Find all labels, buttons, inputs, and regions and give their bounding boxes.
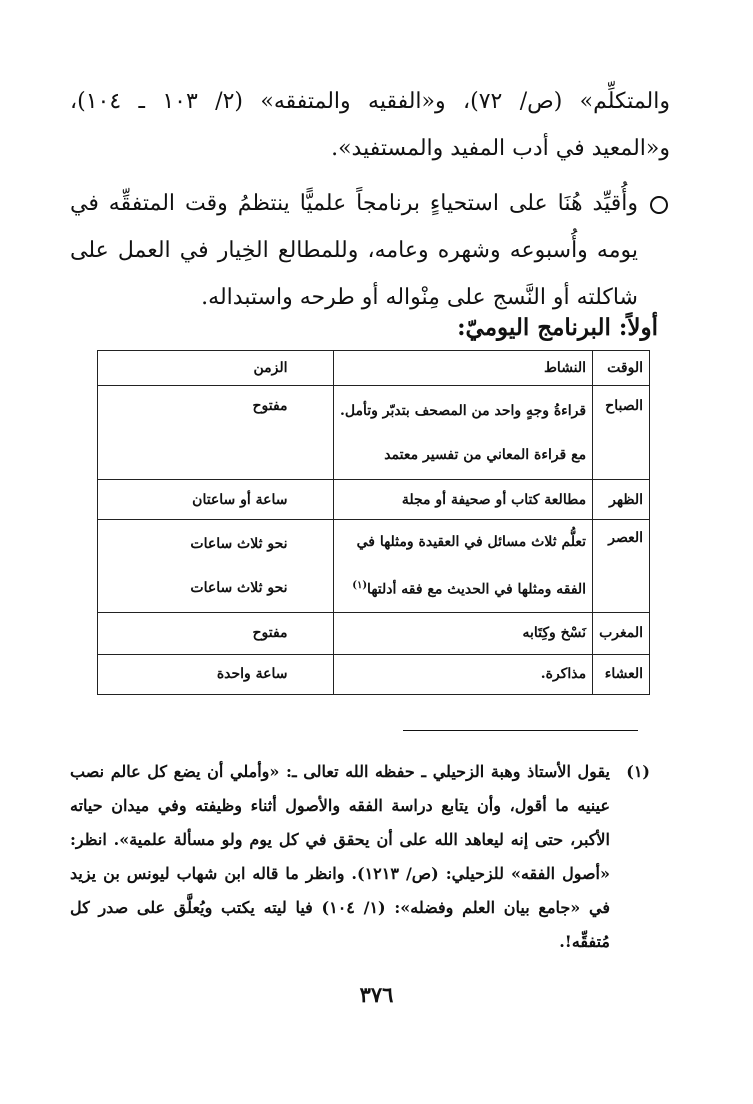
row-time: العشاء <box>593 654 650 694</box>
row-duration: ساعة أو ساعتان <box>98 480 334 520</box>
header-time: الوقت <box>593 351 650 386</box>
activity-line: مع قراءة المعاني من تفسير معتمد <box>384 446 587 463</box>
row-activity <box>333 520 593 613</box>
row-time: المغرب <box>593 612 650 654</box>
row-duration: ساعة واحدة <box>98 654 334 694</box>
table-row <box>98 520 650 613</box>
row-time: العصر <box>593 520 650 613</box>
row-time: الصباح <box>593 386 650 480</box>
circle-bullet-icon <box>650 196 668 214</box>
footnote <box>70 755 650 959</box>
intro-paragraph: والمتكلِّم» (ص/ ٧٢)، و«الفقيه والمتفقه» (٢/ ١٠٣ ـ ١٠٤)، و«المعيد في أدب المفيد والمستفيد». <box>70 89 670 161</box>
activity-line: تعلُّم ثلاث مسائل في العقيدة ومثلها في <box>356 534 587 550</box>
table-header-row <box>98 351 650 386</box>
row-activity: مذاكرة. <box>333 654 593 694</box>
activity-line: قراءةُ وجهٍ واحد من المصحف بتدبّر وتأمل. <box>339 402 587 419</box>
daily-schedule-table <box>97 350 650 695</box>
footnote-number: (١) <box>626 762 650 781</box>
activity-line <box>340 564 587 612</box>
footnote-reference: (١) <box>352 580 368 591</box>
duration-line: نحو ثلاث ساعات <box>190 535 288 552</box>
row-activity: مطالعة كتاب أو صحيفة أو مجلة <box>333 480 593 520</box>
row-duration <box>98 520 334 613</box>
header-duration: الزمن <box>98 351 334 386</box>
row-duration: مفتوح <box>98 386 334 480</box>
row-activity <box>333 386 593 480</box>
header-activity: النشاط <box>333 351 593 386</box>
table-row <box>98 654 650 694</box>
duration-line: نحو ثلاث ساعات <box>190 579 288 596</box>
row-time: الظهر <box>593 480 650 520</box>
footnote-divider <box>403 730 638 731</box>
page-number: ٣٧٦ <box>359 982 394 1007</box>
bullet-item <box>70 180 670 321</box>
bullet-paragraph: وأُقيِّد هُنَا على استحياءٍ برنامجاً علميًّا ينتظمُ وقت المتفقِّه في يومه وأُسبوعه وشهره وعامه، وللمطالع الخِيار في العمل على شاكلته أو النَّسج على مِنْواله أو طرحه واستبداله. <box>70 191 638 310</box>
row-activity: نَسْخ وكِتَابه <box>333 612 593 654</box>
activity-line-text: الفقه ومثلها في الحديث مع فقه أدلتها <box>367 581 587 598</box>
table-row <box>98 386 650 480</box>
section-heading: أولاً: البرنامج اليوميّ: <box>457 314 658 341</box>
row-duration: مفتوح <box>98 612 334 654</box>
table-row <box>98 612 650 654</box>
footnote-text: يقول الأستاذ وهبة الزحيلي ـ حفظه الله تعالى ـ: «وأملي أن يضع كل عالم نصب عينيه ما أقول، وأن يتابع دراسة الفقه والأصول أثناء وظيفته وفي ميدان حياته الأكبر، حتى إنه ليعاهد الله على أن يحقق في كل يوم ولو مسألة علمية». انظر: «أصول الفقه» للزحيلي: (ص/ ١٢١٣). وانظر ما قاله ابن شهاب ليونس بن يزيد في «جامع بيان العلم وفضله»: (١/ ١٠٤) فيا ليته يكتب ويُعلَّق على صدر كل مُتفقِّه!. <box>70 762 610 951</box>
table-row <box>98 480 650 520</box>
